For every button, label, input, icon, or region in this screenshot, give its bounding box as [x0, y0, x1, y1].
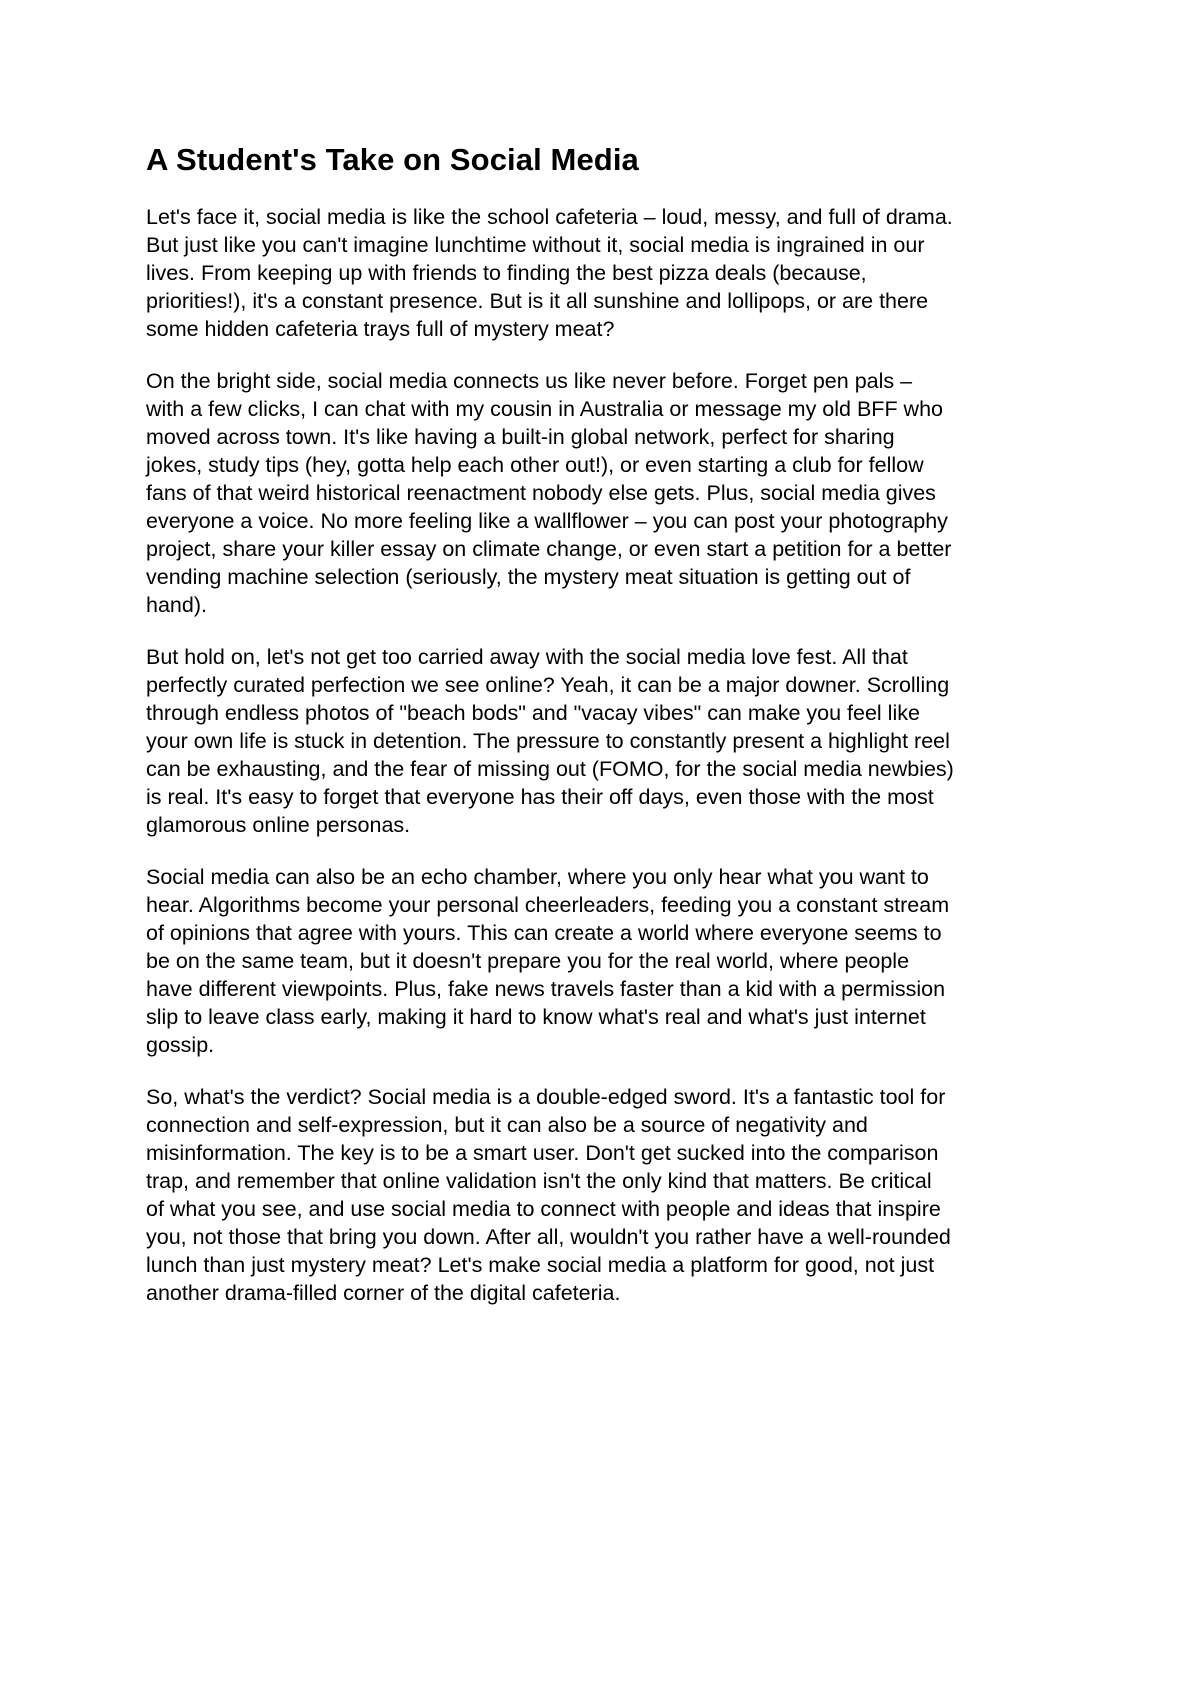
- paragraph-line: glamorous online personas.: [146, 813, 411, 837]
- paragraph-line: lunch than just mystery meat? Let's make social media a platform for good, not just: [146, 1253, 935, 1277]
- paragraph-line: perfectly curated perfection we see online? Yeah, it can be a major downer. Scrolling: [146, 673, 950, 697]
- paragraph-line: fans of that weird historical reenactment nobody else gets. Plus, social media gives: [146, 481, 936, 505]
- paragraph-line: On the bright side, social media connects us like never before. Forget pen pals –: [146, 369, 913, 393]
- paragraph-line: project, share your killer essay on climate change, or even start a petition for a better: [146, 537, 952, 561]
- paragraph-line: vending machine selection (seriously, the mystery meat situation is getting out of: [146, 565, 911, 589]
- paragraph-line: But just like you can't imagine lunchtime without it, social media is ingrained in our: [146, 233, 925, 257]
- paragraph-line: hear. Algorithms become your personal cheerleaders, feeding you a constant stream: [146, 893, 950, 917]
- paragraph-echo-chamber: [146, 863, 1066, 1059]
- paragraph-line: you, not those that bring you down. After all, wouldn't you rather have a well-rounded: [146, 1225, 951, 1249]
- paragraph-line: your own life is stuck in detention. The pressure to constantly present a highlight reel: [146, 729, 950, 753]
- paragraph-line: can be exhausting, and the fear of missing out (FOMO, for the social media newbies): [146, 757, 954, 781]
- paragraph-line: jokes, study tips (hey, gotta help each other out!), or even starting a club for fellow: [146, 453, 924, 477]
- paragraph-line: trap, and remember that online validation isn't the only kind that matters. Be critical: [146, 1169, 932, 1193]
- paragraph-line: have different viewpoints. Plus, fake news travels faster than a kid with a permission: [146, 977, 946, 1001]
- paragraph-line: through endless photos of "beach bods" and "vacay vibes" can make you feel like: [146, 701, 920, 725]
- paragraph-downside: [146, 643, 1066, 839]
- paragraph-line: moved across town. It's like having a built-in global network, perfect for sharing: [146, 425, 895, 449]
- paragraph-line: gossip.: [146, 1033, 215, 1057]
- paragraph-line: misinformation. The key is to be a smart user. Don't get sucked into the comparison: [146, 1141, 939, 1165]
- paragraph-line: But hold on, let's not get too carried away with the social media love fest. All that: [146, 645, 908, 669]
- paragraph-line: Social media can also be an echo chamber, where you only hear what you want to: [146, 865, 929, 889]
- paragraph-line: with a few clicks, I can chat with my cousin in Australia or message my old BFF who: [146, 397, 943, 421]
- paragraph-intro: [146, 203, 1066, 343]
- paragraph-line: of opinions that agree with yours. This can create a world where everyone seems to: [146, 921, 942, 945]
- paragraph-line: of what you see, and use social media to connect with people and ideas that inspire: [146, 1197, 941, 1221]
- paragraph-line: connection and self-expression, but it can also be a source of negativity and: [146, 1113, 868, 1137]
- paragraph-bright-side: [146, 367, 1066, 619]
- paragraph-line: lives. From keeping up with friends to finding the best pizza deals (because,: [146, 261, 867, 285]
- paragraph-line: Let's face it, social media is like the school cafeteria – loud, messy, and full of drama.: [146, 205, 953, 229]
- paragraph-line: So, what's the verdict? Social media is a double-edged sword. It's a fantastic tool for: [146, 1085, 946, 1109]
- document-page: [146, 140, 1066, 1331]
- paragraph-verdict: [146, 1083, 1066, 1307]
- paragraph-line: some hidden cafeteria trays full of mystery meat?: [146, 317, 615, 341]
- paragraph-line: priorities!), it's a constant presence. But is it all sunshine and lollipops, or are there: [146, 289, 929, 313]
- paragraph-line: slip to leave class early, making it hard to know what's real and what's just internet: [146, 1005, 926, 1029]
- paragraph-line: is real. It's easy to forget that everyone has their off days, even those with the most: [146, 785, 934, 809]
- paragraph-line: be on the same team, but it doesn't prepare you for the real world, where people: [146, 949, 910, 973]
- paragraph-line: another drama-filled corner of the digital cafeteria.: [146, 1281, 621, 1305]
- paragraph-line: hand).: [146, 593, 207, 617]
- paragraph-line: everyone a voice. No more feeling like a wallflower – you can post your photography: [146, 509, 948, 533]
- document-title: A Student's Take on Social Media: [146, 142, 639, 177]
